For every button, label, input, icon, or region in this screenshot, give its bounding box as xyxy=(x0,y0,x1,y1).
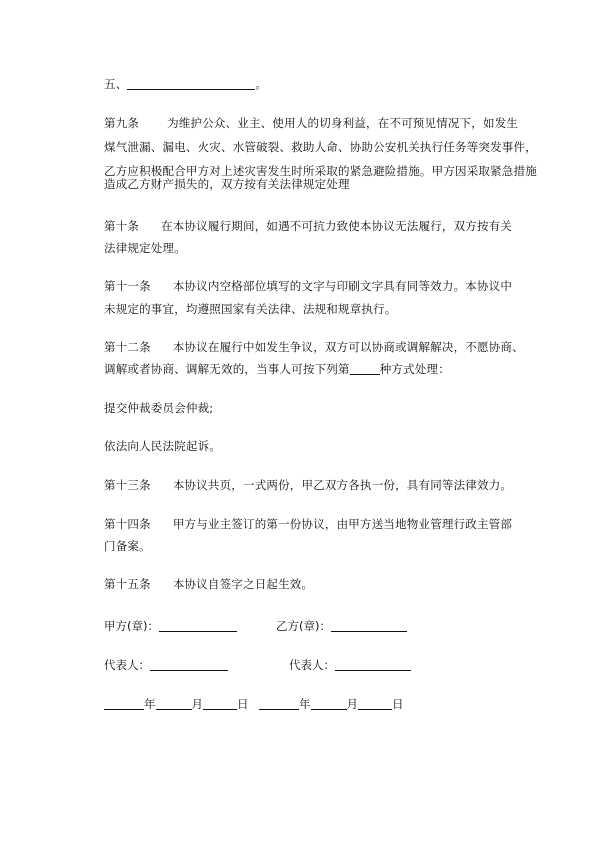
article-9-title: 第九条 xyxy=(104,116,140,130)
party-a-seal xyxy=(104,616,237,636)
date-a xyxy=(104,694,249,714)
article-15-title: 第十五条 xyxy=(104,577,151,591)
article-11-text: 本协议内空格部位填写的文字与印刷文字具有同等效力。本协议中 xyxy=(172,279,513,293)
article-9-text: 为维护公众、业主、使用人的切身利益，在不可预见情况下，如发生 xyxy=(167,116,519,130)
item-5-label: 五、 xyxy=(104,77,128,91)
article-9-line-1 xyxy=(104,111,544,135)
article-11-line-1 xyxy=(104,274,544,298)
signature-line[interactable] xyxy=(150,657,228,671)
article-12-option-1: 提交仲裁委员会仲裁; xyxy=(104,401,214,415)
item-5-end: 。 xyxy=(255,77,268,91)
signature-line[interactable] xyxy=(331,618,407,632)
day-label: 日 xyxy=(392,697,404,711)
party-a-label: 甲方(章)： xyxy=(104,619,159,633)
article-12-text-2a: 调解或者协商、调解无效的，当事人可按下列第 xyxy=(104,362,350,376)
year-label: 年 xyxy=(299,697,311,711)
blank-line xyxy=(127,76,255,90)
year-blank[interactable] xyxy=(104,696,144,710)
article-12-line-1 xyxy=(104,335,544,359)
party-b-seal xyxy=(276,616,407,636)
month-label: 月 xyxy=(191,697,203,711)
article-9-line-4: 造成乙方财产损失的，双方按有关法律规定处理 xyxy=(104,177,350,191)
article-14-line-1 xyxy=(104,512,544,536)
signature-line[interactable] xyxy=(335,657,411,671)
article-10-line-2: 法律规定处理。 xyxy=(104,241,186,255)
month-blank[interactable] xyxy=(311,696,347,710)
representative-a xyxy=(104,655,228,675)
article-10-title: 第十条 xyxy=(104,219,140,233)
article-12-text-2b: 种方式处理： xyxy=(379,362,450,376)
article-14-line-2: 门备案。 xyxy=(104,539,151,553)
article-10-text: 在本协议履行期间，如遇不可抗力致使本协议无法履行，双方按有关 xyxy=(161,219,513,233)
blank-line xyxy=(350,361,380,375)
article-12-option-2: 依法向人民法院起诉。 xyxy=(104,439,221,453)
day-blank[interactable] xyxy=(358,696,392,710)
article-15 xyxy=(104,572,544,596)
article-11-line-2: 未规定的事宜，均遵照国家有关法律、法规和规章执行。 xyxy=(104,302,397,316)
article-13-text: 本协议共页，一式两份，甲乙双方各执一份，具有同等法律效力。 xyxy=(172,478,513,492)
month-blank[interactable] xyxy=(156,696,192,710)
article-9-line-2: 煤气泄漏、漏电、火灾、水管破裂、救助人命、协助公安机关执行任务等突发事件， xyxy=(104,140,537,154)
year-label: 年 xyxy=(144,697,156,711)
item-5 xyxy=(104,72,544,96)
article-9-line-3: 乙方应积极配合甲方对上述灾害发生时所采取的紧急避险措施。甲方因采取紧急措施 xyxy=(104,164,537,178)
article-14-title: 第十四条 xyxy=(104,517,151,531)
date-b xyxy=(259,694,404,714)
representative-b xyxy=(289,655,411,675)
rep-b-label: 代表人： xyxy=(289,658,335,672)
article-11-title: 第十一条 xyxy=(104,279,151,293)
signature-line[interactable] xyxy=(159,618,237,632)
month-label: 月 xyxy=(346,697,358,711)
year-blank[interactable] xyxy=(259,696,299,710)
article-12-line-2 xyxy=(104,357,544,381)
day-blank[interactable] xyxy=(203,696,237,710)
article-13 xyxy=(104,473,544,497)
article-10-line-1 xyxy=(104,214,544,238)
rep-a-label: 代表人： xyxy=(104,658,150,672)
article-12-title: 第十二条 xyxy=(104,340,151,354)
article-13-title: 第十三条 xyxy=(104,478,151,492)
article-15-text: 本协议自签字之日起生效。 xyxy=(172,577,314,591)
article-12-text: 本协议在履行中如发生争议，双方可以协商或调解解决，不愿协商、 xyxy=(172,340,524,354)
party-b-label: 乙方(章)： xyxy=(276,619,331,633)
day-label: 日 xyxy=(237,697,249,711)
article-14-text: 甲方与业主签订的第一份协议，由甲方送当地物业管理行政主管部 xyxy=(172,517,513,531)
